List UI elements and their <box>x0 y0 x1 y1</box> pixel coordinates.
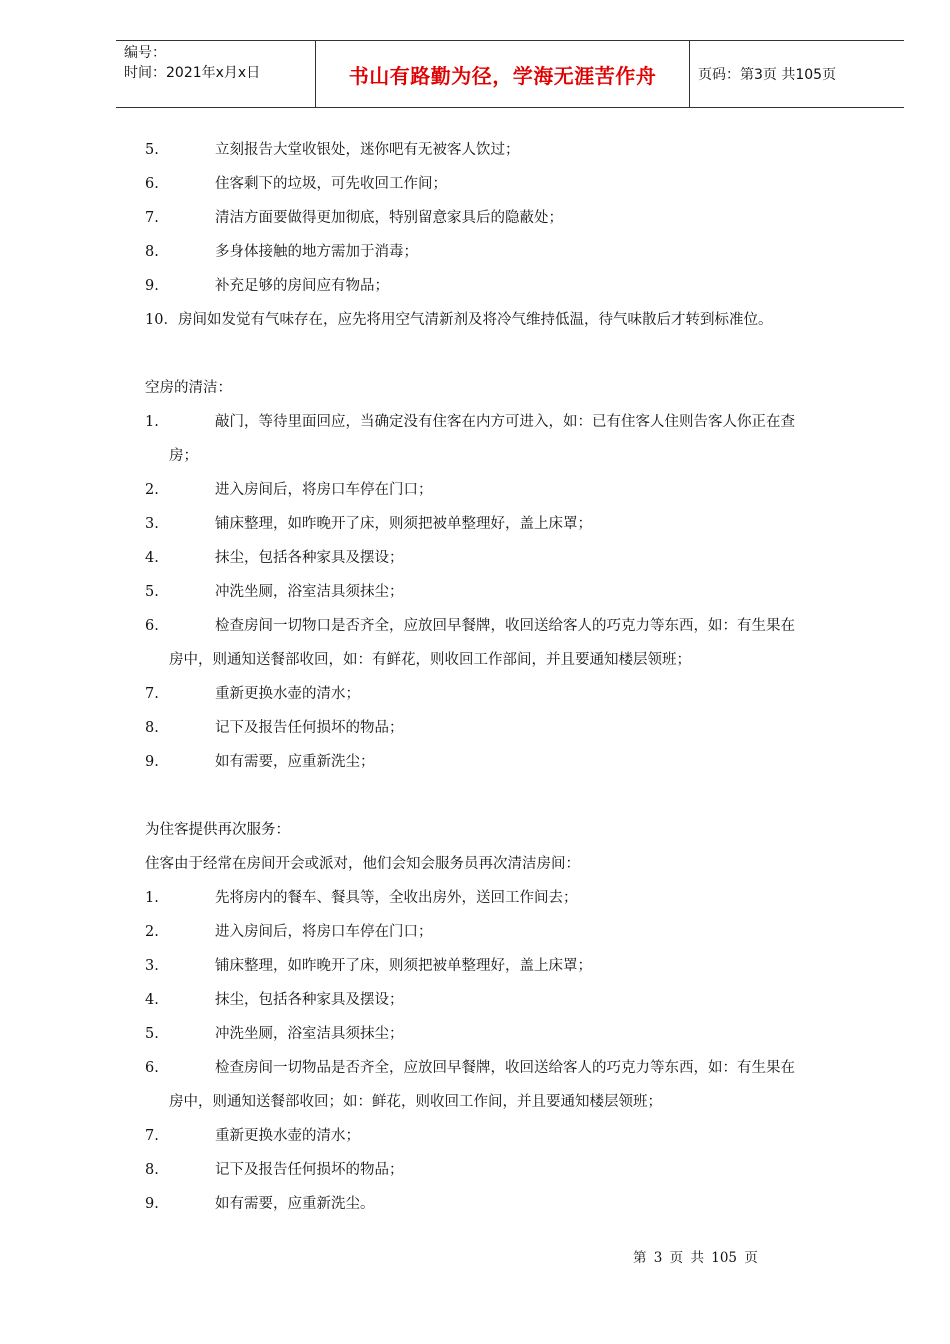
item-number: 6. <box>145 176 159 192</box>
list-item <box>145 235 893 269</box>
list-item <box>145 949 893 983</box>
item-text: 进入房间后，将房口车停在门口； <box>215 924 433 940</box>
item-text: 铺床整理，如昨晚开了床，则须把被单整理好，盖上床罩； <box>215 958 592 974</box>
item-text: 重新更换水壶的清水； <box>215 1128 360 1144</box>
list-item <box>145 881 893 915</box>
list-item <box>145 269 893 303</box>
page-footer: 第 3 页 共 105 页 <box>633 1250 758 1266</box>
section-a-item-10: 10．房间如发觉有气味存在，应先将用空气清新剂及将冷气维持低温，待气味散后才转到标准位。 <box>145 312 773 328</box>
list-item <box>145 507 893 541</box>
list-item <box>145 915 893 949</box>
item-number: 2. <box>145 924 159 940</box>
item-continuation: 房； <box>169 448 198 464</box>
item-text: 敲门，等待里面回应，当确定没有住客在内方可进入，如：已有住客人住则告客人你正在查 <box>215 414 795 430</box>
section-a-list <box>145 133 893 303</box>
section-c-list-b <box>145 1119 893 1221</box>
list-item <box>145 575 893 609</box>
item-number: 6. <box>145 618 159 634</box>
item-number: 2. <box>145 482 159 498</box>
item-text: 检查房间一切物品是否齐全，应放回早餐牌，收回送给客人的巧克力等东西，如：有生果在 <box>215 1060 795 1076</box>
list-item <box>145 1017 893 1051</box>
item-number: 9. <box>145 754 159 770</box>
item-text: 铺床整理，如昨晚开了床，则须把被单整理好，盖上床罩； <box>215 516 592 532</box>
list-item <box>145 167 893 201</box>
item-text: 记下及报告任何损坏的物品； <box>215 720 404 736</box>
item-number: 3. <box>145 516 159 532</box>
item-text: 冲洗坐厕，浴室洁具须抹尘； <box>215 1026 404 1042</box>
item-text: 多身体接触的地方需加于消毒； <box>215 244 418 260</box>
item-number: 3. <box>145 958 159 974</box>
item-number: 8. <box>145 1162 159 1178</box>
item-number: 5. <box>145 1026 159 1042</box>
list-item <box>145 983 893 1017</box>
document-body <box>145 133 893 1221</box>
item-number: 7. <box>145 1128 159 1144</box>
item-number: 5. <box>145 142 159 158</box>
list-item <box>145 1051 893 1085</box>
list-item <box>145 1187 893 1221</box>
list-item <box>145 541 893 575</box>
list-item <box>145 745 893 779</box>
item-text: 检查房间一切物口是否齐全，应放回早餐牌，收回送给客人的巧克力等东西，如：有生果在 <box>215 618 795 634</box>
page-header <box>116 40 904 108</box>
list-item <box>145 677 893 711</box>
item-number: 7. <box>145 210 159 226</box>
item-number: 1. <box>145 890 159 906</box>
item-number: 1. <box>145 414 159 430</box>
item-text: 抹尘，包括各种家具及摆设； <box>215 992 404 1008</box>
item-text: 清洁方面要做得更加彻底，特别留意家具后的隐蔽处； <box>215 210 563 226</box>
item-number: 6. <box>145 1060 159 1076</box>
header-motto: 书山有路勤为径，学海无涯苦作舟 <box>316 41 690 107</box>
list-item <box>145 201 893 235</box>
section-b-list-b <box>145 677 893 779</box>
item-number: 9. <box>145 278 159 294</box>
item-text: 如有需要，应重新洗尘； <box>215 754 375 770</box>
list-item <box>145 711 893 745</box>
header-meta <box>116 41 316 107</box>
item-text: 冲洗坐厕，浴室洁具须抹尘； <box>215 584 404 600</box>
section-b-title: 空房的清洁： <box>145 380 232 396</box>
section-c-intro: 住客由于经常在房间开会或派对，他们会知会服务员再次清洁房间： <box>145 856 580 872</box>
header-page-info: 页码：第3页 共105页 <box>698 67 837 83</box>
item-text: 住客剩下的垃圾，可先收回工作间； <box>215 176 447 192</box>
item-number: 7. <box>145 686 159 702</box>
item-text: 立刻报告大堂收银处，迷你吧有无被客人饮过； <box>215 142 520 158</box>
list-item <box>145 1153 893 1187</box>
header-date: 时间：2021年x月x日 <box>124 65 261 81</box>
list-item <box>145 1119 893 1153</box>
item-text: 重新更换水壶的清水； <box>215 686 360 702</box>
item-text: 补充足够的房间应有物品； <box>215 278 389 294</box>
list-item <box>145 405 893 439</box>
item-number: 8. <box>145 720 159 736</box>
list-item <box>145 133 893 167</box>
item-text: 进入房间后，将房口车停在门口； <box>215 482 433 498</box>
item-number: 5. <box>145 584 159 600</box>
item-text: 如有需要，应重新洗尘。 <box>215 1196 375 1212</box>
list-item <box>145 609 893 643</box>
item-number: 8. <box>145 244 159 260</box>
item-text: 先将房内的餐车、餐具等，全收出房外，送回工作间去； <box>215 890 578 906</box>
item-text: 记下及报告任何损坏的物品； <box>215 1162 404 1178</box>
item-number: 9. <box>145 1196 159 1212</box>
item-text: 抹尘，包括各种家具及摆设； <box>215 550 404 566</box>
section-b-list-a <box>145 473 893 609</box>
section-c-list-a <box>145 881 893 1051</box>
list-item <box>145 473 893 507</box>
item-continuation: 房中，则通知送餐部收回；如：鲜花，则收回工作间，并且要通知楼层领班； <box>169 1094 662 1110</box>
item-number: 4. <box>145 550 159 566</box>
item-number: 4. <box>145 992 159 1008</box>
header-serial: 编号： <box>124 45 166 61</box>
item-continuation: 房中，则通知送餐部收回，如：有鲜花，则收回工作部间，并且要通知楼层领班； <box>169 652 691 668</box>
section-c-title: 为住客提供再次服务： <box>145 822 290 838</box>
